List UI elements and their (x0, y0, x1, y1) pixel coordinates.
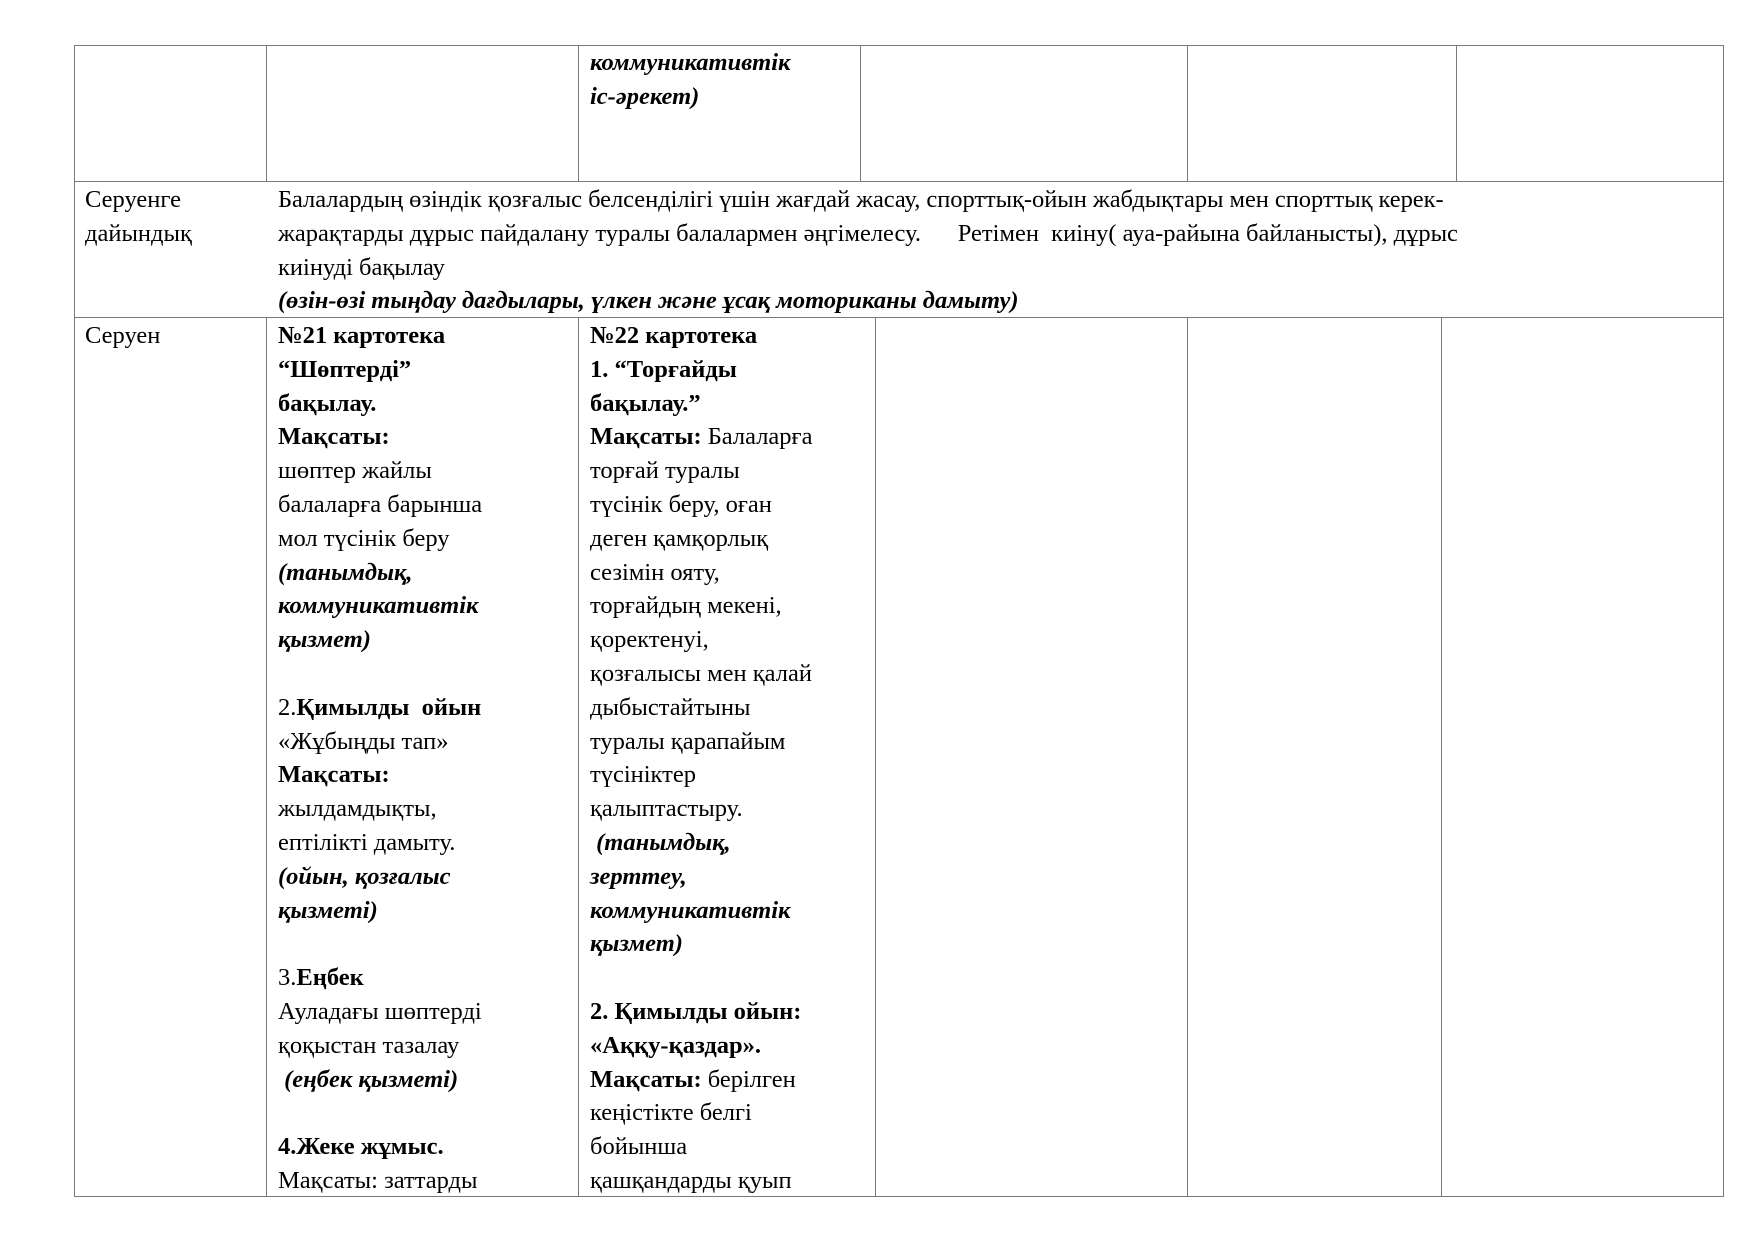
work-heading (278, 961, 482, 995)
goal-text: түсініктер (590, 761, 696, 789)
card-heading: №22 картотека (590, 322, 758, 349)
goal-label: Мақсаты: (590, 423, 702, 451)
game-heading (278, 691, 482, 725)
note-line: іс-әрекет) (590, 82, 700, 110)
game-title: Қимылды ойын (296, 693, 482, 721)
walk-label-cell (85, 319, 160, 353)
goal-heading (590, 420, 812, 454)
spacer (590, 961, 812, 995)
column-divider-4 (1187, 45, 1188, 181)
prep-text-line: Балалардың өзіндік қозғалыс белсенділігі үшін жағдай жасау, спорттық-ойын жабдықтары мен спорттық керек- (278, 186, 1444, 213)
individual-work-title: 4.Жеке жұмыс. (278, 1133, 444, 1161)
walk-col3-cell (590, 319, 812, 1198)
goal-note: (танымдық, (590, 828, 731, 856)
table-border-top (74, 45, 1724, 46)
prep-note: (өзін-өзі тыңдау дағдылары, үлкен және ұсақ моториканы дамыту) (278, 287, 1019, 315)
game-goal-heading (590, 1063, 812, 1097)
note-line: коммуникативтік (590, 49, 791, 76)
prep-label-cell (85, 183, 192, 251)
game-goal-text: қашқандарды қуып (590, 1166, 792, 1194)
column-divider-4 (1187, 317, 1188, 1196)
game-goal-text: жылдамдықты, (278, 795, 437, 823)
goal-text: торғайдың мекені, (590, 592, 782, 620)
prep-text-line: киінуді бақылау (278, 253, 445, 281)
game-note: қызметі) (278, 896, 378, 924)
game-goal-text: берілген (701, 1065, 796, 1093)
goal-note: коммуникативтік (278, 592, 479, 620)
goal-text: түсінік беру, оған (590, 490, 772, 518)
game-goal-text: кеңістікте белгі (590, 1099, 752, 1127)
column-divider-2 (578, 45, 579, 181)
goal-text: сезімін ояту, (590, 558, 720, 586)
table-border-left (74, 45, 75, 1197)
game-number: 2. (278, 693, 297, 721)
game-title: 2. Қимылды ойын: (590, 997, 802, 1025)
column-divider-3 (860, 45, 861, 181)
game-goal-label: Мақсаты: (590, 1065, 702, 1093)
spacer (278, 657, 482, 691)
row-label: Серуен (85, 322, 161, 349)
row-label: Серуенге (85, 186, 181, 213)
spacer (278, 1096, 482, 1130)
goal-text: туралы қарапайым (590, 727, 786, 755)
goal-text: торғай туралы (590, 457, 740, 485)
game-goal-text: ептілікті дамыту. (278, 828, 456, 856)
column-divider-5 (1456, 45, 1457, 181)
goal-text: қозғалысы мен қалай (590, 659, 812, 687)
observation-title: 1. “Торғайды (590, 355, 737, 383)
column-divider-3 (875, 317, 876, 1196)
goal-text: қоректенуі, (590, 626, 709, 654)
observation-title: “Шөптерді” (278, 355, 412, 383)
spacer (278, 927, 482, 961)
goal-text: Балаларға (701, 423, 813, 451)
goal-text: дыбыстайтыны (590, 693, 751, 721)
individual-work-text: Мақсаты: заттарды (278, 1166, 478, 1194)
observation-title: бақылау. (278, 389, 377, 417)
work-text: қоқыстан тазалау (278, 1031, 460, 1059)
goal-note: қызмет) (278, 626, 371, 654)
goal-text: мол түсінік беру (278, 524, 450, 552)
top-row-col3-cell (590, 46, 790, 114)
goal-text: шөптер жайлы (278, 457, 432, 485)
game-name: «Жұбыңды тап» (278, 727, 449, 755)
walk-col2-cell (278, 319, 482, 1198)
column-divider-1 (266, 45, 267, 181)
game-title: «Аққу-қаздар». (590, 1031, 761, 1059)
game-goal-text: бойынша (590, 1133, 688, 1161)
game-note: (ойын, қозғалыс (278, 862, 451, 890)
prep-text-cell (278, 183, 1458, 318)
row-divider-1 (74, 181, 1724, 182)
goal-text: қалыптастыру. (590, 795, 743, 823)
card-heading: №21 картотека (278, 322, 446, 349)
column-divider-2 (578, 317, 579, 1196)
work-title: Еңбек (296, 964, 364, 992)
game-goal-label: Мақсаты: (278, 761, 390, 789)
goal-label: Мақсаты: (278, 423, 390, 451)
work-number: 3. (278, 964, 297, 992)
goal-note: зерттеу, (590, 862, 687, 890)
column-divider-5 (1441, 317, 1442, 1196)
column-divider-1 (266, 317, 267, 1196)
goal-note: қызмет) (590, 930, 683, 958)
observation-title: бақылау.” (590, 389, 701, 417)
work-note: (еңбек қызметі) (278, 1065, 459, 1093)
work-text: Ауладағы шөптерді (278, 997, 482, 1025)
goal-text: деген қамқорлық (590, 524, 769, 552)
goal-note: коммуникативтік (590, 896, 791, 924)
table-border-right (1723, 45, 1724, 1197)
prep-text-line: жарақтарды дұрыс пайдалану туралы балалармен әңгімелесу. Ретімен киіну( ауа-райына байланысты), дұрыс (278, 219, 1458, 247)
goal-text: балаларға барынша (278, 490, 483, 518)
goal-note: (танымдық, (278, 558, 413, 586)
row-label: дайындық (85, 219, 192, 247)
